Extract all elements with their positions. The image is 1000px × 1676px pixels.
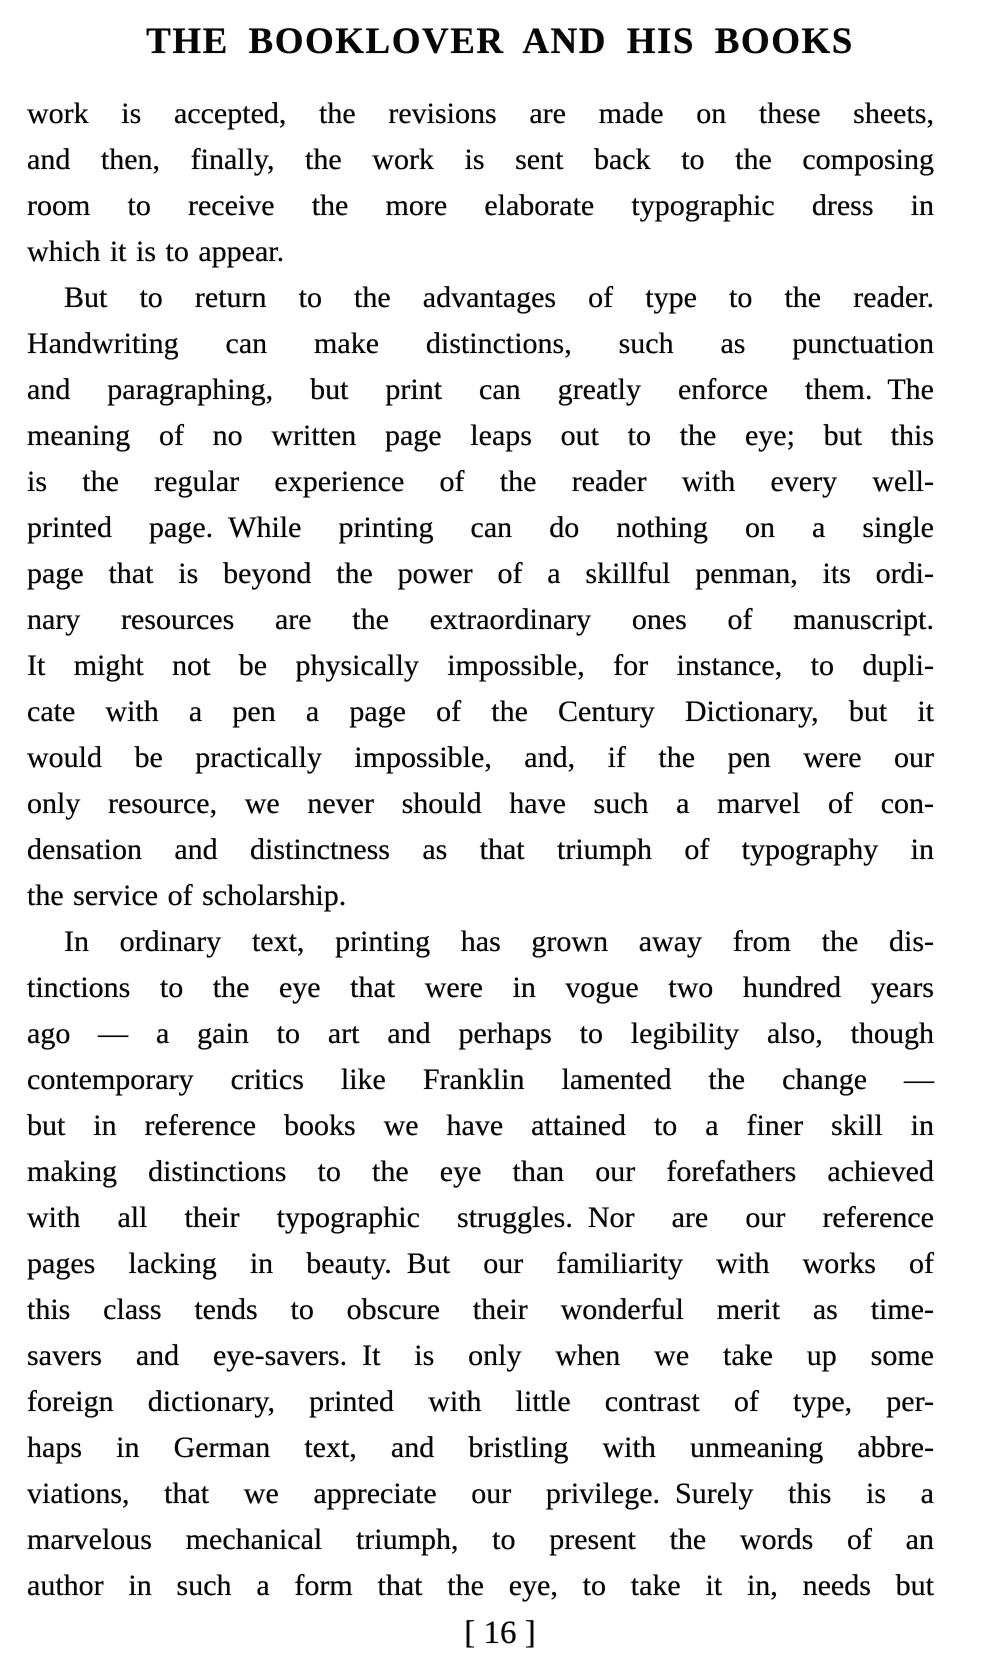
text-line: author in such a form that the eye, to take it in, needs but [27, 1569, 934, 1602]
page-number: [ 16 ] [464, 1615, 536, 1651]
text-line: work is accepted, the revisions are made on these sheets, [27, 97, 934, 130]
text-line: only resource, we never should have such a marvel of con- [27, 787, 934, 820]
text-line: with all their typographic struggles. Nor are our reference [27, 1201, 934, 1234]
text-line: But to return to the advantages of type to the reader. [64, 281, 934, 314]
text-line: foreign dictionary, printed with little contrast of type, per- [27, 1385, 934, 1418]
text-line: this class tends to obscure their wonderful merit as time- [27, 1293, 934, 1326]
text-line: the service of scholarship. [27, 879, 347, 912]
text-line: and then, finally, the work is sent back to the composing [27, 143, 934, 176]
page-title: THE BOOKLOVER AND HIS BOOKS [146, 21, 854, 62]
text-line: meaning of no written page leaps out to the eye; but this [27, 419, 934, 452]
text-line: but in reference books we have attained to a finer skill in [27, 1109, 934, 1142]
text-line: nary resources are the extraordinary ones of manuscript. [27, 603, 934, 636]
text-line: contemporary critics like Franklin lamented the change — [27, 1063, 934, 1096]
text-line: is the regular experience of the reader with every well- [27, 465, 934, 498]
text-line: cate with a pen a page of the Century Dictionary, but it [27, 695, 934, 728]
text-line: haps in German text, and bristling with unmeaning abbre- [27, 1431, 934, 1464]
text-line: marvelous mechanical triumph, to present the words of an [27, 1523, 934, 1556]
text-line: would be practically impossible, and, if the pen were our [27, 741, 934, 774]
page-body [27, 91, 934, 1609]
text-line: densation and distinctness as that triumph of typography in [27, 833, 934, 866]
paragraph [27, 919, 934, 1609]
text-line: room to receive the more elaborate typographic dress in [27, 189, 934, 222]
text-line: making distinctions to the eye than our forefathers achieved [27, 1155, 934, 1188]
text-line: It might not be physically impossible, for instance, to dupli- [27, 649, 934, 682]
text-line: savers and eye-savers. It is only when we take up some [27, 1339, 934, 1372]
paragraph [27, 275, 934, 919]
text-line: page that is beyond the power of a skillful penman, its ordi- [27, 557, 934, 590]
text-line: and paragraphing, but print can greatly enforce them. The [27, 373, 934, 406]
paragraph [27, 91, 934, 275]
text-line: tinctions to the eye that were in vogue two hundred years [27, 971, 934, 1004]
text-line: viations, that we appreciate our privilege. Surely this is a [27, 1477, 934, 1510]
text-line: pages lacking in beauty. But our familiarity with works of [27, 1247, 934, 1280]
text-line: In ordinary text, printing has grown away from the dis- [64, 925, 934, 958]
text-line: printed page. While printing can do nothing on a single [27, 511, 934, 544]
text-line: ago — a gain to art and perhaps to legibility also, though [27, 1017, 934, 1050]
text-line: which it is to appear. [27, 235, 285, 268]
text-line: Handwriting can make distinctions, such as punctuation [27, 327, 934, 360]
